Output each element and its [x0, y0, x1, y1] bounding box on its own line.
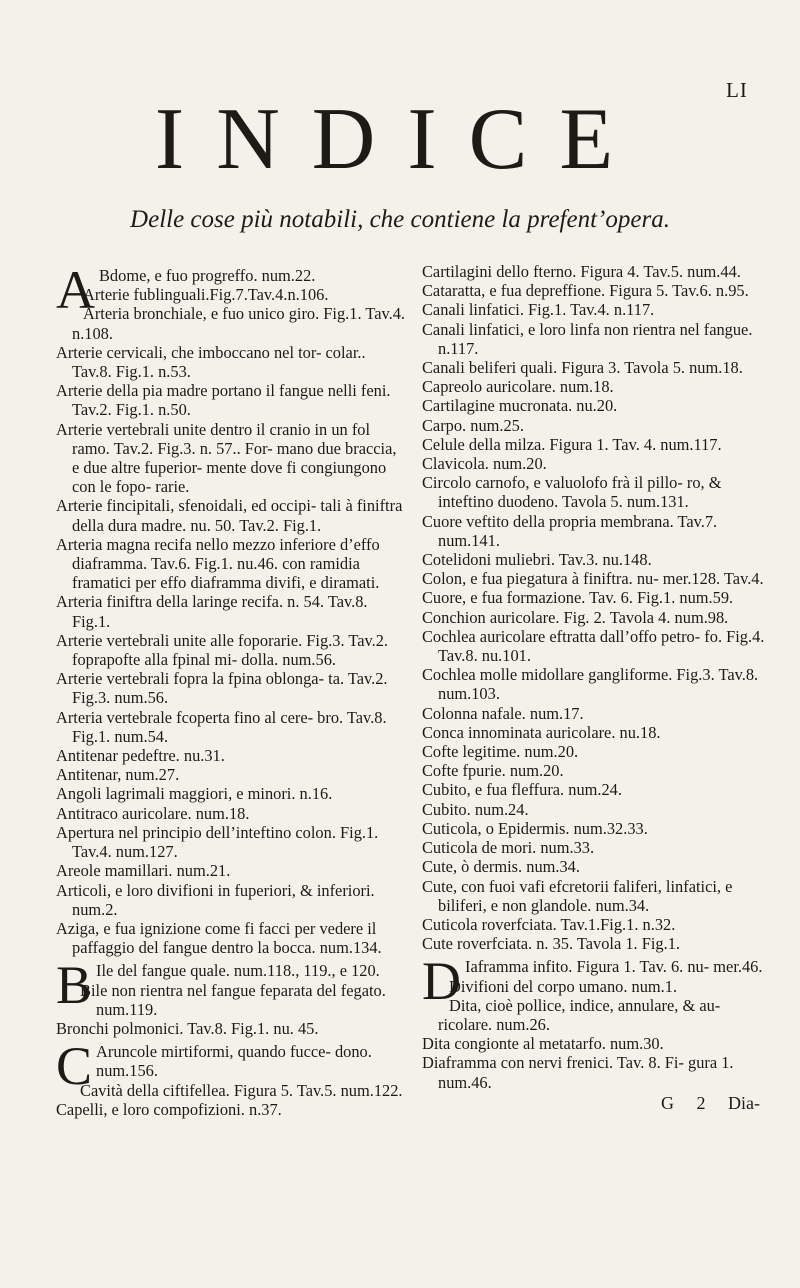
index-entry: [422, 934, 778, 953]
index-entry-text: Bdome, e fuo progreffo. num.22.: [99, 266, 316, 285]
index-entry-text: Cotelidoni muliebri. Tav.3. nu.148.: [422, 550, 652, 570]
signature-catchword: Dia-: [728, 1092, 760, 1113]
index-entry-text: Areole mamillari. num.21.: [56, 861, 231, 881]
index-entry-text: Cofte fpurie. num.20.: [422, 761, 564, 781]
index-entry-text: Cuticola, o Epidermis. num.32.33.: [422, 818, 648, 838]
index-entry-text: Cochlea auricolare eftratta dall’offo petro- fo. Fig.4. Tav.8. nu.101.: [422, 626, 765, 666]
index-entry-text: Canali linfatici. Fig.1. Tav.4. n.117.: [422, 300, 655, 320]
index-entry: [422, 550, 778, 569]
index-entry-text: Cartilagini dello fterno. Figura 4. Tav.5. num.44.: [422, 262, 741, 281]
index-entry: [422, 996, 778, 1034]
index-entry-text: Arteria bronchiale, e fuo unico giro. Fig.1. Tav.4. n.108.: [72, 304, 406, 343]
index-entry: [422, 800, 778, 819]
index-entry: [422, 512, 778, 550]
index-entry: [422, 838, 778, 857]
index-entry: [56, 784, 406, 803]
index-entry: [56, 420, 406, 497]
index-entry: [56, 981, 406, 1019]
index-entry-text: Arteria magna recifa nello mezzo inferiore d’effo diaframma. Tav.6. Fig.1. nu.46. con ramidia framatici per effo diaframma divifi, e diramati.: [56, 534, 380, 593]
index-entry-text: Antitenar pedeftre. nu.31.: [56, 746, 225, 766]
index-entry: [56, 804, 406, 823]
index-entry-text: Dita, cioè pollice, indice, annulare, & au- ricolare. num.26.: [438, 995, 721, 1034]
index-entry: [422, 977, 778, 996]
index-entry: [422, 915, 778, 934]
index-entry-text: Cochlea molle midollare gangliforme. Fig.3. Tav.8. num.103.: [422, 665, 759, 704]
index-entry-text: Cuticola de mori. num.33.: [422, 838, 595, 858]
index-entry-text: Arterie vertebrali unite dentro il cranio in un fol ramo. Tav.2. Fig.3. n. 57.. For- mano due braccia, e due altre fuperior- mente dove fi congiungono con le fopo- rarie.: [56, 419, 397, 497]
index-entry-text: Ile del fangue quale. num.118., 119., e 120.: [96, 961, 380, 981]
index-entry-text: Clavicola. num.20.: [422, 454, 547, 474]
index-entry: [422, 262, 778, 281]
index-entry: [422, 435, 778, 454]
signature-number: 2: [696, 1092, 706, 1113]
index-entry: [56, 823, 406, 861]
index-entry-text: Arteria finiftra della laringe recifa. n. 54. Tav.8. Fig.1.: [56, 592, 368, 631]
index-entry-text: Dita congionte al metatarfo. num.30.: [422, 1034, 664, 1054]
index-entry: [56, 746, 406, 765]
index-entry: [422, 742, 778, 761]
index-entry-text: Articoli, e loro divifioni in fuperiori, & inferiori. num.2.: [56, 880, 375, 919]
index-entry-text: Capreolo auricolare. num.18.: [422, 377, 614, 397]
index-entry-text: Cartilagine mucronata. nu.20.: [422, 396, 618, 416]
index-entry: [422, 704, 778, 723]
index-entry-text: Canali beliferi quali. Figura 3. Tavola 5. num.18.: [422, 358, 743, 378]
index-entry: [56, 1019, 406, 1038]
index-entry: [422, 857, 778, 876]
index-entry-text: Celule della milza. Figura 1. Tav. 4. num.117.: [422, 434, 722, 454]
index-entry-text: Canali linfatici, e loro linfa non rientra nel fangue. n.117.: [422, 319, 753, 358]
index-entry-text: Arterie cervicali, che imboccano nel tor- colar.. Tav.8. Fig.1. n.53.: [56, 342, 366, 382]
index-entry: [422, 569, 778, 588]
index-entry-text: Cute, ò dermis. num.34.: [422, 857, 580, 877]
index-entry: [56, 381, 406, 419]
index-entry: [422, 665, 778, 703]
index-entry: [422, 761, 778, 780]
index-entry: [422, 320, 778, 358]
index-entry-text: Arterie fublinguali.Fig.7.Tav.4.n.106.: [83, 285, 329, 305]
index-entry: [56, 592, 406, 630]
index-entry: [422, 877, 778, 915]
index-entry-text: Apertura nel principio dell’inteftino colon. Fig.1. Tav.4. num.127.: [56, 822, 379, 862]
index-entry: [56, 919, 406, 957]
index-entry-text: Colonna nafale. num.17.: [422, 703, 584, 723]
index-entry: [422, 377, 778, 396]
index-entry: [422, 627, 778, 665]
left-column: [56, 262, 406, 1119]
index-entry: [56, 1100, 406, 1119]
index-entry-text: Circolo carnofo, e valuolofo frà il pillo- ro, & inteftino duodeno. Tavola 5. num.131.: [422, 473, 722, 512]
index-entry: [422, 1034, 778, 1053]
index-title: INDICE: [154, 91, 646, 188]
index-entry-text: Cavità della ciftifellea. Figura 5. Tav.5. num.122.: [80, 1080, 403, 1100]
index-subtitle: Delle cose più notabili, che contiene la prefent’opera.: [130, 206, 670, 233]
index-entry-text: Bronchi polmonici. Tav.8. Fig.1. nu. 45.: [56, 1018, 319, 1038]
index-entry: [422, 416, 778, 435]
index-entry-text: Cute, con fuoi vafi efcretorii faliferi, linfatici, e biliferi, e non glandole. num.34.: [422, 876, 733, 915]
drop-capital: C: [56, 1036, 93, 1097]
index-entry: [422, 723, 778, 742]
index-entry-text: Cute roverfciata. n. 35. Tavola 1. Fig.1.: [422, 934, 681, 954]
index-entry: [56, 669, 406, 707]
signature-mark: G: [661, 1092, 675, 1113]
index-entry-text: Cuticola roverfciata. Tav.1.Fig.1. n.32.: [422, 914, 676, 934]
index-entry: [56, 1081, 406, 1100]
index-entry-text: Antitenar, num.27.: [56, 765, 180, 785]
index-entry-text: Bile non rientra nel fangue feparata del fegato. num.119.: [80, 980, 386, 1019]
index-entry-text: Iaframma infito. Figura 1. Tav. 6. nu- mer.46.: [465, 957, 763, 977]
drop-capital: A: [56, 260, 95, 320]
signature-line: [422, 1094, 778, 1113]
index-entry: [422, 473, 778, 511]
index-entry-text: Cuore veftito della propria membrana. Tav.7. num.141.: [422, 511, 718, 550]
index-entry: [422, 1053, 778, 1091]
index-entry-text: Capelli, e loro compofizioni. n.37.: [56, 1099, 282, 1119]
index-entry: [422, 281, 778, 300]
index-entry-text: Cofte legitime. num.20.: [422, 742, 579, 762]
index-entry: [422, 588, 778, 607]
index-entry-text: Aziga, e fua ignizione come fi facci per vedere il paffaggio del fangue dentro la bocca. num.134.: [56, 918, 382, 958]
index-entry-text: Cubito. num.24.: [422, 799, 529, 819]
index-entry-text: Colon, e fua piegatura à finiftra. nu- mer.128. Tav.4.: [422, 569, 764, 589]
index-entry: [422, 358, 778, 377]
page-number: LI: [726, 78, 748, 102]
index-entry-text: Arterie fincipitali, sfenoidali, ed occipi- tali à finiftra della dura madre. nu. 50. Tav.2. Fig.1.: [56, 496, 403, 535]
index-entry: [422, 396, 778, 415]
index-entry: [56, 861, 406, 880]
index-entry-text: Cuore, e fua formazione. Tav. 6. Fig.1. num.59.: [422, 588, 734, 608]
index-entry-text: Divifioni del corpo umano. num.1.: [449, 976, 678, 996]
index-entry: [422, 819, 778, 838]
index-entry: [56, 881, 406, 919]
index-entry-text: Antitraco auricolare. num.18.: [56, 803, 250, 823]
index-entry: [56, 765, 406, 784]
index-entry-text: Conca innominata auricolare. nu.18.: [422, 722, 661, 742]
index-entry-text: Cataratta, e fua depreffione. Figura 5. Tav.6. n.95.: [422, 281, 749, 301]
index-entry-text: Aruncole mirtiformi, quando fucce- dono. num.156.: [96, 1042, 372, 1081]
index-entry-text: Arterie vertebrali unite alle foporarie. Fig.3. Tav.2. foprapofte alla fpinal mi- dolla. num.56.: [56, 630, 389, 670]
index-entry: [56, 304, 406, 342]
index-entry: [422, 608, 778, 627]
index-entry-text: Carpo. num.25.: [422, 415, 524, 435]
index-entry-text: Angoli lagrimali maggiori, e minori. n.16.: [56, 784, 333, 804]
index-entry: [56, 285, 406, 304]
drop-capital: B: [56, 955, 93, 1016]
index-entry: [56, 631, 406, 669]
index-entry: [422, 454, 778, 473]
drop-capital: D: [422, 951, 461, 1012]
index-entry: [56, 343, 406, 381]
right-column: [422, 262, 778, 1113]
index-entry: [56, 535, 406, 593]
index-entry-text: Arterie della pia madre portano il fangue nelli feni. Tav.2. Fig.1. n.50.: [56, 381, 391, 420]
index-entry-text: Conchion auricolare. Fig. 2. Tavola 4. num.98.: [422, 607, 729, 627]
index-entry: [422, 300, 778, 319]
index-entry-text: Diaframma con nervi frenici. Tav. 8. Fi- gura 1. num.46.: [422, 1053, 734, 1092]
index-entry: [422, 780, 778, 799]
index-entry-text: Arterie vertebrali fopra la fpina oblonga- ta. Tav.2. Fig.3. num.56.: [56, 669, 388, 708]
index-entry: [56, 496, 406, 534]
index-entry-text: Cubito, e fua fleffura. num.24.: [422, 780, 622, 800]
index-entry-text: Arteria vertebrale fcoperta fino al cere- bro. Tav.8. Fig.1. num.54.: [56, 707, 387, 746]
index-entry: [56, 708, 406, 746]
